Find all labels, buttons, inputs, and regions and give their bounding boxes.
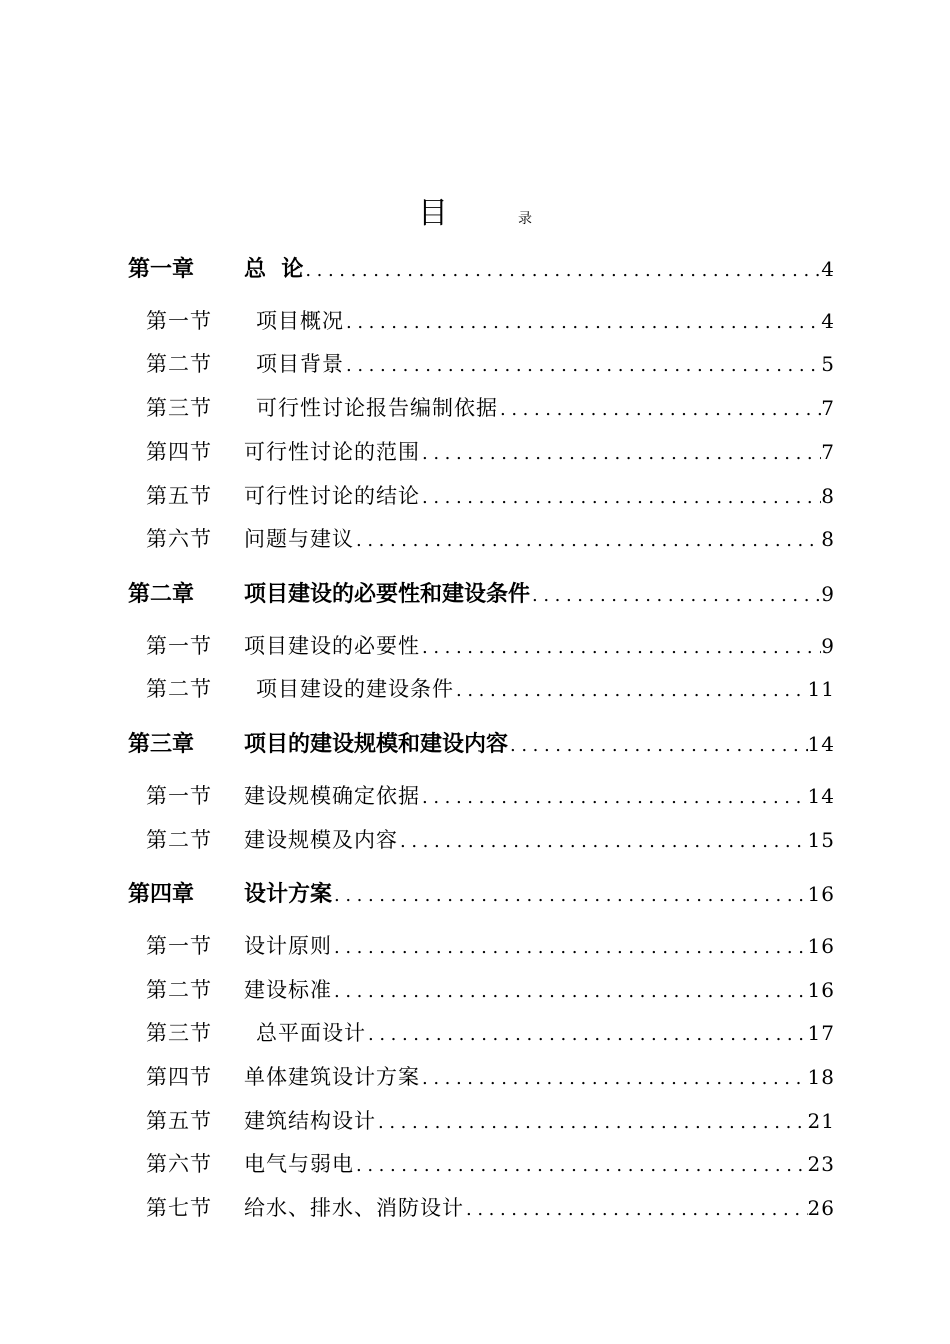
toc-heading-main: 目 — [418, 196, 448, 231]
dot-leader — [376, 1112, 808, 1133]
toc-section-row[interactable] — [146, 673, 835, 703]
section-number: 第一节 — [146, 634, 212, 658]
page-number: 16 — [807, 882, 835, 906]
toc-section-row[interactable] — [146, 1148, 835, 1178]
section-title: 项目背景 — [256, 352, 344, 376]
dot-leader — [420, 1068, 808, 1089]
page-number: 17 — [807, 1021, 835, 1045]
dot-leader — [354, 530, 821, 551]
dot-leader — [332, 885, 808, 906]
section-title: 建设规模及内容 — [244, 828, 398, 852]
toc-chapter-row[interactable] — [128, 577, 835, 608]
toc-section-row[interactable] — [146, 480, 835, 510]
dot-leader — [420, 443, 821, 464]
page-number: 4 — [821, 257, 835, 281]
chapter-number: 第三章 — [128, 732, 195, 757]
section-title: 建设标准 — [244, 978, 332, 1002]
chapter-title: 总 论 — [244, 257, 304, 282]
toc-section-row[interactable] — [146, 1105, 835, 1135]
dot-leader — [420, 787, 808, 808]
section-title: 总平面设计 — [256, 1021, 366, 1045]
section-title: 给水、排水、消防设计 — [244, 1196, 464, 1220]
chapter-number: 第一章 — [128, 257, 195, 282]
section-number: 第一节 — [146, 934, 212, 958]
dot-leader — [366, 1024, 808, 1045]
page-number: 11 — [807, 677, 835, 701]
page-number: 8 — [821, 484, 835, 508]
section-number: 第四节 — [146, 1065, 212, 1089]
page-number: 14 — [807, 732, 835, 756]
section-title: 电气与弱电 — [244, 1152, 354, 1176]
dot-leader — [420, 637, 821, 658]
dot-leader — [498, 399, 821, 420]
toc-section-row[interactable] — [146, 392, 835, 422]
page-number: 18 — [807, 1065, 835, 1089]
section-number: 第一节 — [146, 309, 212, 333]
toc-chapter-row[interactable] — [128, 877, 835, 908]
toc-chapter-row[interactable] — [128, 727, 835, 758]
section-number: 第四节 — [146, 440, 212, 464]
dot-leader — [332, 937, 808, 958]
page-number: 5 — [821, 352, 835, 376]
chapter-title: 项目建设的必要性和建设条件 — [244, 582, 531, 607]
toc-chapter-row[interactable] — [128, 252, 835, 283]
dot-leader — [454, 680, 808, 701]
page-number: 14 — [807, 784, 835, 808]
toc-section-row[interactable] — [146, 780, 835, 810]
section-number: 第二节 — [146, 828, 212, 852]
toc-section-row[interactable] — [146, 824, 835, 854]
section-number: 第二节 — [146, 677, 212, 701]
page-number: 21 — [807, 1109, 835, 1133]
section-number: 第六节 — [146, 527, 212, 551]
chapter-title: 项目的建设规模和建设内容 — [244, 732, 509, 757]
toc-section-row[interactable] — [146, 930, 835, 960]
dot-leader — [344, 355, 821, 376]
toc-section-row[interactable] — [146, 348, 835, 378]
page-number: 16 — [807, 978, 835, 1002]
page-number: 7 — [821, 396, 835, 420]
section-title: 可行性讨论报告编制依据 — [256, 396, 498, 420]
section-number: 第五节 — [146, 484, 212, 508]
page-number: 7 — [821, 440, 835, 464]
page-number: 9 — [821, 634, 835, 658]
section-title: 单体建筑设计方案 — [244, 1065, 420, 1089]
section-number: 第三节 — [146, 396, 212, 420]
page-number: 8 — [821, 527, 835, 551]
dot-leader — [344, 312, 821, 333]
section-title: 问题与建议 — [244, 527, 354, 551]
page-number: 15 — [807, 828, 835, 852]
page-number: 9 — [821, 582, 835, 606]
dot-leader — [508, 735, 808, 756]
page-number: 23 — [807, 1152, 835, 1176]
dot-leader — [398, 831, 808, 852]
section-number: 第七节 — [146, 1196, 212, 1220]
toc-section-row[interactable] — [146, 305, 835, 335]
chapter-number: 第四章 — [128, 882, 195, 907]
toc-section-row[interactable] — [146, 1061, 835, 1091]
section-title: 设计原则 — [244, 934, 332, 958]
page-number: 26 — [807, 1196, 835, 1220]
dot-leader — [354, 1155, 808, 1176]
toc-heading-secondary: 录 — [518, 211, 532, 227]
section-title: 可行性讨论的结论 — [244, 484, 420, 508]
page-number: 4 — [821, 309, 835, 333]
page-number: 16 — [807, 934, 835, 958]
section-title: 项目建设的必要性 — [244, 634, 420, 658]
section-number: 第三节 — [146, 1021, 212, 1045]
toc-section-row[interactable] — [146, 523, 835, 553]
toc-section-row[interactable] — [146, 436, 835, 466]
section-title: 建筑结构设计 — [244, 1109, 376, 1133]
section-title: 建设规模确定依据 — [244, 784, 420, 808]
section-title: 可行性讨论的范围 — [244, 440, 420, 464]
dot-leader — [420, 487, 821, 508]
toc-section-row[interactable] — [146, 1192, 835, 1222]
dot-leader — [464, 1199, 808, 1220]
section-number: 第六节 — [146, 1152, 212, 1176]
section-number: 第五节 — [146, 1109, 212, 1133]
toc-section-row[interactable] — [146, 1017, 835, 1047]
dot-leader — [530, 585, 821, 606]
dot-leader — [332, 981, 808, 1002]
chapter-number: 第二章 — [128, 582, 195, 607]
dot-leader — [303, 260, 821, 281]
section-number: 第一节 — [146, 784, 212, 808]
toc-section-row[interactable] — [146, 974, 835, 1004]
section-number: 第二节 — [146, 978, 212, 1002]
section-title: 项目建设的建设条件 — [256, 677, 454, 701]
section-number: 第二节 — [146, 352, 212, 376]
chapter-title: 设计方案 — [244, 882, 333, 907]
toc-section-row[interactable] — [146, 630, 835, 660]
section-title: 项目概况 — [256, 309, 344, 333]
